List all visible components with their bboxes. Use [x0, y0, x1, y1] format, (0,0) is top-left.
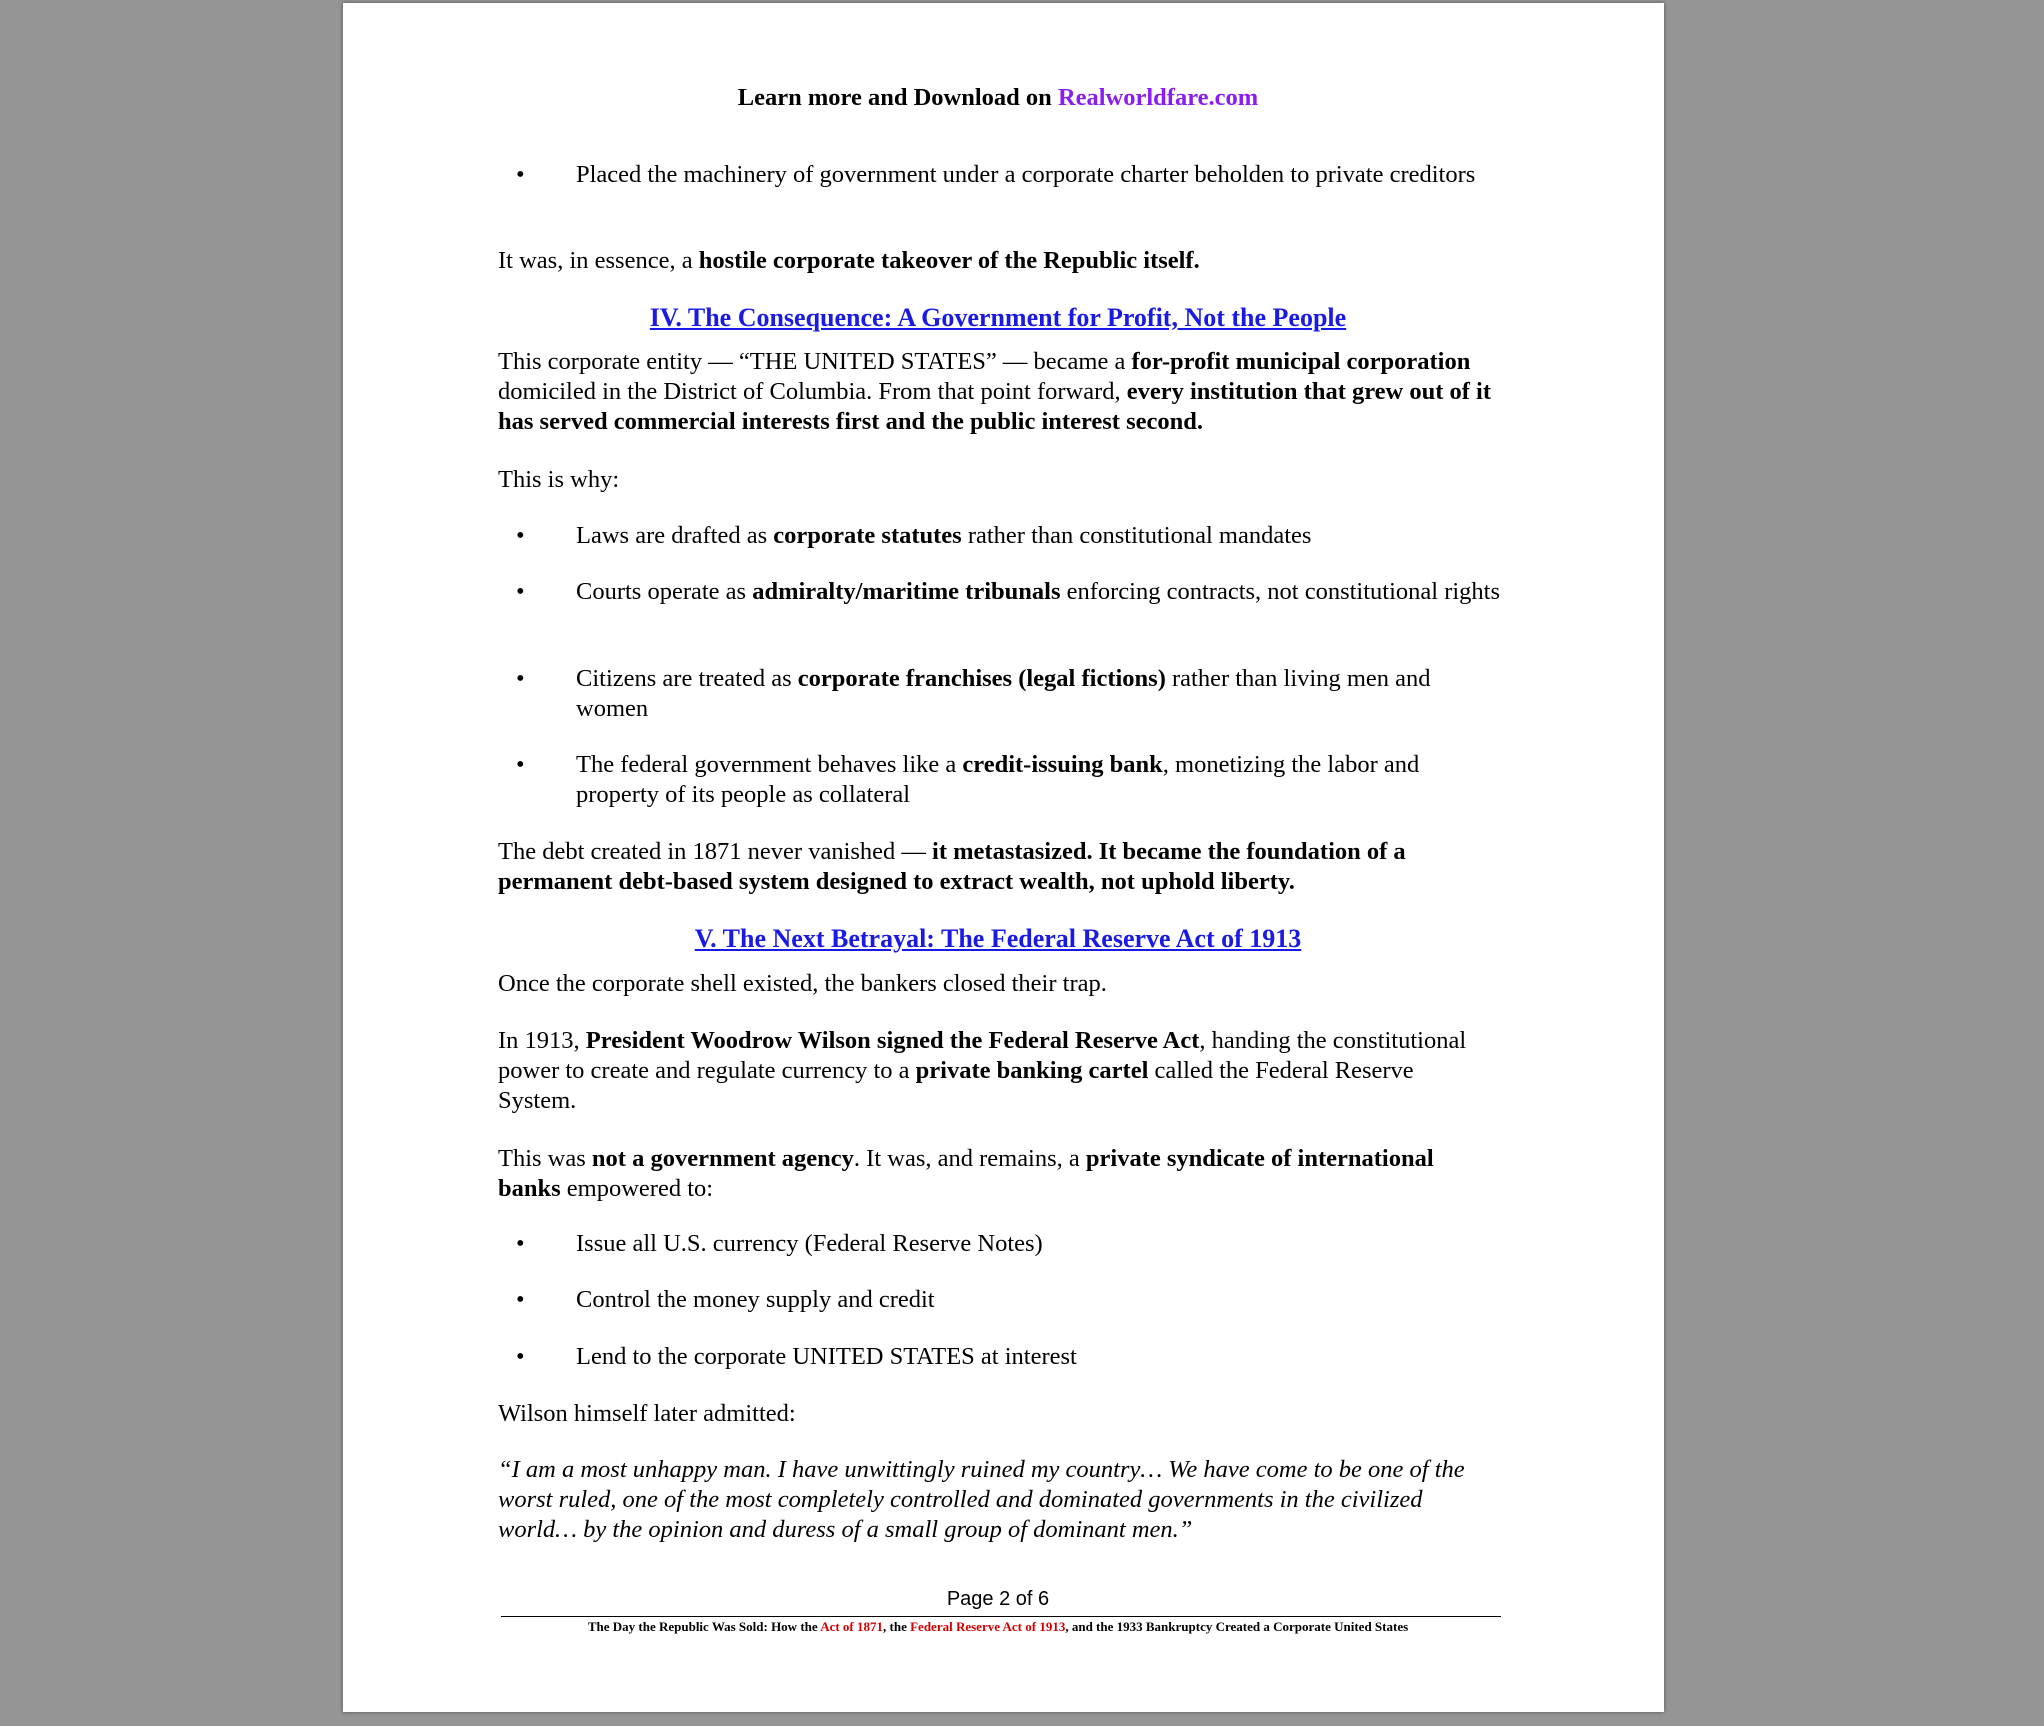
- paragraph-1913: In 1913, President Woodrow Wilson signed the Federal Reserve Act, handing the constitutional power to create and regulate currency to a private banking cartel called the Federal Reserve System.: [498, 1027, 1467, 1114]
- footer-divider: [501, 1616, 1501, 1617]
- bullet-marker: •: [516, 161, 525, 188]
- paragraph-this-is-why: This is why:: [498, 466, 620, 493]
- bullet-marker: •: [516, 522, 525, 549]
- footer-document-title: The Day the Republic Was Sold: How the Act of 1871, the Federal Reserve Act of 1913, and the 1933 Bankruptcy Created a Corporate United States: [587, 1619, 1409, 1634]
- bullet-marker: •: [516, 1286, 525, 1313]
- download-banner: [498, 83, 1498, 113]
- paragraph-corporate-entity: This corporate entity — “THE UNITED STATES” — became a for-profit municipal corporation domiciled in the District of Columbia. From that point forward, every institution that grew out of it has served commercial interests first and the public interest second.: [498, 348, 1492, 435]
- list-item-text: Placed the machinery of government under a corporate charter beholden to private creditors: [576, 161, 1476, 188]
- list-item-text: Control the money supply and credit: [576, 1286, 935, 1313]
- paragraph-wilson-admitted: Wilson himself later admitted:: [498, 1400, 796, 1427]
- paragraph-takeover: It was, in essence, a hostile corporate takeover of the Republic itself.: [498, 247, 1200, 274]
- list-item-text: Issue all U.S. currency (Federal Reserve Notes): [576, 1230, 1043, 1257]
- list-item-text: Laws are drafted as corporate statutes rather than constitutional mandates: [576, 522, 1312, 549]
- section-heading-v[interactable]: V. The Next Betrayal: The Federal Reserve Act of 1913: [694, 924, 1302, 953]
- wilson-quote: “I am a most unhappy man. I have unwittingly ruined my country… We have come to be one of the worst ruled, one of the most completely controlled and dominated governments in the civilized world… by the opinion and duress of a small group of dominant men.”: [498, 1456, 1465, 1543]
- list-item-text: Lend to the corporate UNITED STATES at interest: [576, 1343, 1077, 1370]
- banner-text: Learn more and Download on: [737, 84, 1058, 111]
- bullet-marker: •: [516, 1343, 525, 1370]
- list-item-text: Courts operate as admiralty/maritime tribunals enforcing contracts, not constitutional rights: [576, 578, 1501, 605]
- bullet-marker: •: [516, 1230, 525, 1257]
- list-item-text: Citizens are treated as corporate franchises (legal fictions) rather than living men and women: [576, 665, 1431, 722]
- page-number: Page 2 of 6: [946, 1588, 1050, 1610]
- section-heading-iv[interactable]: IV. The Consequence: A Government for Profit, Not the People: [649, 303, 1347, 332]
- paragraph-corporate-shell: Once the corporate shell existed, the bankers closed their trap.: [498, 970, 1107, 997]
- bullet-marker: •: [516, 578, 525, 605]
- bullet-marker: •: [516, 665, 525, 692]
- site-link[interactable]: Realworldfare.com: [1057, 84, 1259, 111]
- list-item-text: The federal government behaves like a credit-issuing bank, monetizing the labor and property of its people as collateral: [576, 751, 1420, 808]
- bullet-marker: •: [516, 751, 525, 778]
- paragraph-not-agency: This was not a government agency. It was, and remains, a private syndicate of international banks empowered to:: [498, 1145, 1434, 1202]
- document-page: [343, 3, 1664, 1712]
- paragraph-debt: The debt created in 1871 never vanished — it metastasized. It became the foundation of a permanent debt-based system designed to extract wealth, not uphold liberty.: [498, 838, 1406, 895]
